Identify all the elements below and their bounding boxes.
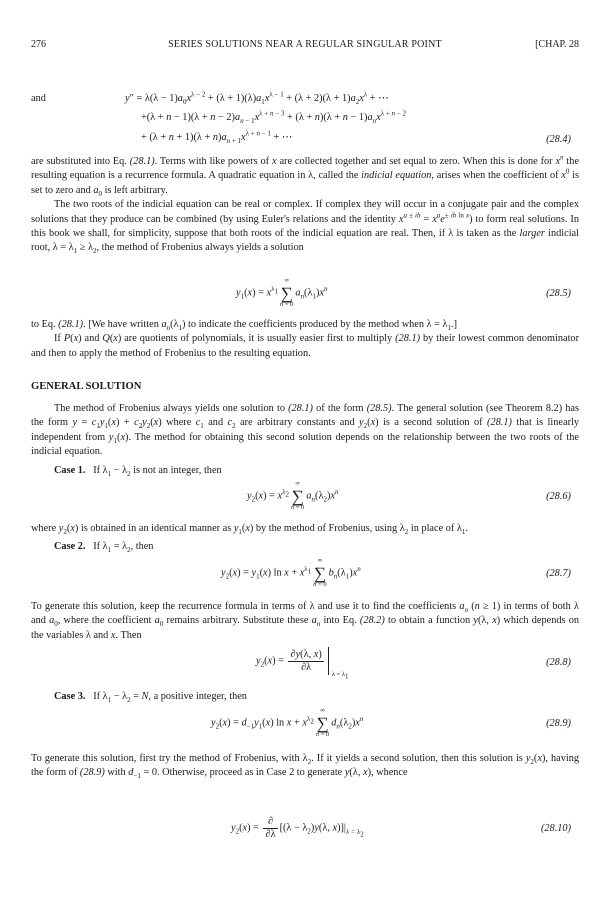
equation-28-7 <box>31 558 579 594</box>
equation-line: $+(\lambda + n - 1)(\lambda + n - 2)a_{n - 1}x^{\lambda + n - 3} + (\lambda + n)(\lambda + n - 1)a_nx^{\lambda + n - 2}$ <box>141 109 406 126</box>
case-3-statement: Case 3. If $\lambda_1 - \lambda_2 = N$, a positive integer, then <box>54 691 247 705</box>
equation-line: $y_2(x) = x^{\lambda_2}$ ∞ ∑ n = 0 $a_n(\lambda_2)x^n$ <box>247 480 339 511</box>
equation-lead-word: and <box>31 93 46 104</box>
equation-number: (28.7) <box>546 568 571 579</box>
equation-28-8 <box>31 645 579 685</box>
equation-line: $y_2(x) = y_1(x)$ $\ln x + x^{\lambda_1}$ ∞ ∑ n = 0 $b_n(\lambda_1)x^n$ <box>221 557 361 588</box>
equation-line: $y_1(x) = x^{\lambda_1}$ ∞ ∑ n = 0 $a_n(\lambda_1)x^n$ <box>236 277 328 308</box>
equation-number: (28.5) <box>546 288 571 299</box>
equation-28-9 <box>31 708 579 744</box>
equation-number: (28.4) <box>546 134 571 145</box>
equation-number: (28.6) <box>546 491 571 502</box>
equation-number: (28.10) <box>540 823 571 834</box>
equation-number: (28.9) <box>546 718 571 729</box>
equation-line: $y_2(x)$ = $\frac{\partial y(\lambda, x)}{\partial\lambda}$ $\lambda = \lambda_1$ <box>256 648 349 681</box>
paragraph: are substituted into Eq. (28.1). Terms with like powers of x are collected together and set equal to zero. When this is done for $x^n$ the resulting equation is a recurrence formula. A quadratic equation in λ, called the indicial equation, arises when the coefficient of $x^0$ is set to zero and $a_0$ is left arbitrary. The two roots of the indicial equation can be real or complex. If complex they will occur in a conjugate pair and the complex solutions that they produce can be combined (by using Euler's relations and the identity $x^{a \pm ib} = x^ae^{\pm ib ln x}$) to form real solutions. In this book we shall, for simplicity, suppose that both roots of the indicial equation are real. Then, if λ is taken as the larger indicial root, $\lambda = \lambda_1 \ge \lambda_2$, the method of Frobenius always yields a solution <box>31 153 580 256</box>
equation-28-6 <box>31 481 579 517</box>
equation-line: $y'' = \lambda(\lambda - 1)a_0x^{\lambda - 2} + (\lambda + 1)(\lambda)a_1x^{\lambda - 1} + (\lambda + 2)(\lambda + 1)a_2x^\lambda$ + ⋯ <box>125 90 389 107</box>
case-label: Case 2. <box>54 541 86 552</box>
paragraph: to Eq. (28.1). [We have written $a_n(\lambda_1)$ to indicate the coefficients produced by the method when $\lambda = \lambda_1$.] If P(x) and Q(x) are quotients of polynomials, it is usually easier first to multiply (28.1) by their lowest common denominator and then to apply the method of Frobenius to the resulting equation. <box>31 319 580 359</box>
case-label: Case 3. <box>54 691 86 702</box>
equation-line: + $(\lambda + n + 1)(\lambda + n)a_{n + 1}x^{\lambda + n - 1}$ + ⋯ <box>141 129 293 146</box>
equation-28-4 <box>31 92 579 150</box>
case-2-statement: Case 2. If $\lambda_1 = \lambda_2$, then <box>54 541 154 555</box>
case-label: Case 1. <box>54 465 86 476</box>
page-number: 276 <box>31 39 46 50</box>
running-title: SERIES SOLUTIONS NEAR A REGULAR SINGULAR POINT <box>168 39 442 50</box>
paragraph: To generate this solution, first try the method of Frobenius, with $\lambda_2$. If it yields a second solution, then this solution is $y_2(x)$, having the form of (28.9) with $d_{-1} = 0$. Otherwise, proceed as in Case 2 to generate y(λ, x), whence <box>31 753 579 781</box>
chapter-label: [CHAP. 28 <box>535 39 579 50</box>
paragraph: The method of Frobenius always yields one solution to (28.1) of the form (28.5). The general solution (see Theorem 8.2) has the form $y = c_1y_1(x) + c_2y_2(x)$ where $c_1$ and $c_2$ are arbitrary constants and $y_2(x)$ is a second solution of (28.1) that is linearly independent from $y_1(x)$. The method for obtaining this second solution depends on the relationship between the two roots of the indicial equation. <box>31 403 580 458</box>
equation-line: $y_2(x) = d_{-1}y_1(x)$ $\ln x + x^{\lambda_2}$ ∞ ∑ n = 0 $d_n(\lambda_2)x^n$ <box>211 707 364 738</box>
section-heading: GENERAL SOLUTION <box>31 381 142 392</box>
paragraph: where $y_2(x)$ is obtained in an identical manner as $y_1(x)$ by the method of Frobenius, using $\lambda_2$ in place of $\lambda_1$. <box>31 523 468 537</box>
paragraph: To generate this solution, keep the recurrence formula in terms of λ and use it to find the coefficients $a_n$ (n ≥ 1) in terms of both λ and $a_0$, where the coefficient $a_0$ remains arbitrary. Substitute these $a_n$ into Eq. (28.2) to obtain a function y(λ, x) which depends on the variables λ and x. Then <box>31 601 579 641</box>
equation-28-5 <box>31 278 579 314</box>
equation-line: $y_2(x)$ = $\frac{\partial}{\partial\lambda}$ [$(\lambda - \lambda_2)y(\lambda$, $x)]|_{\lambda = \lambda_2}$ <box>231 816 364 840</box>
case-1-statement: Case 1. If $\lambda_1 - \lambda_2$ is not an integer, then <box>54 465 222 479</box>
equation-number: (28.8) <box>546 657 571 668</box>
equation-28-10 <box>31 816 579 856</box>
